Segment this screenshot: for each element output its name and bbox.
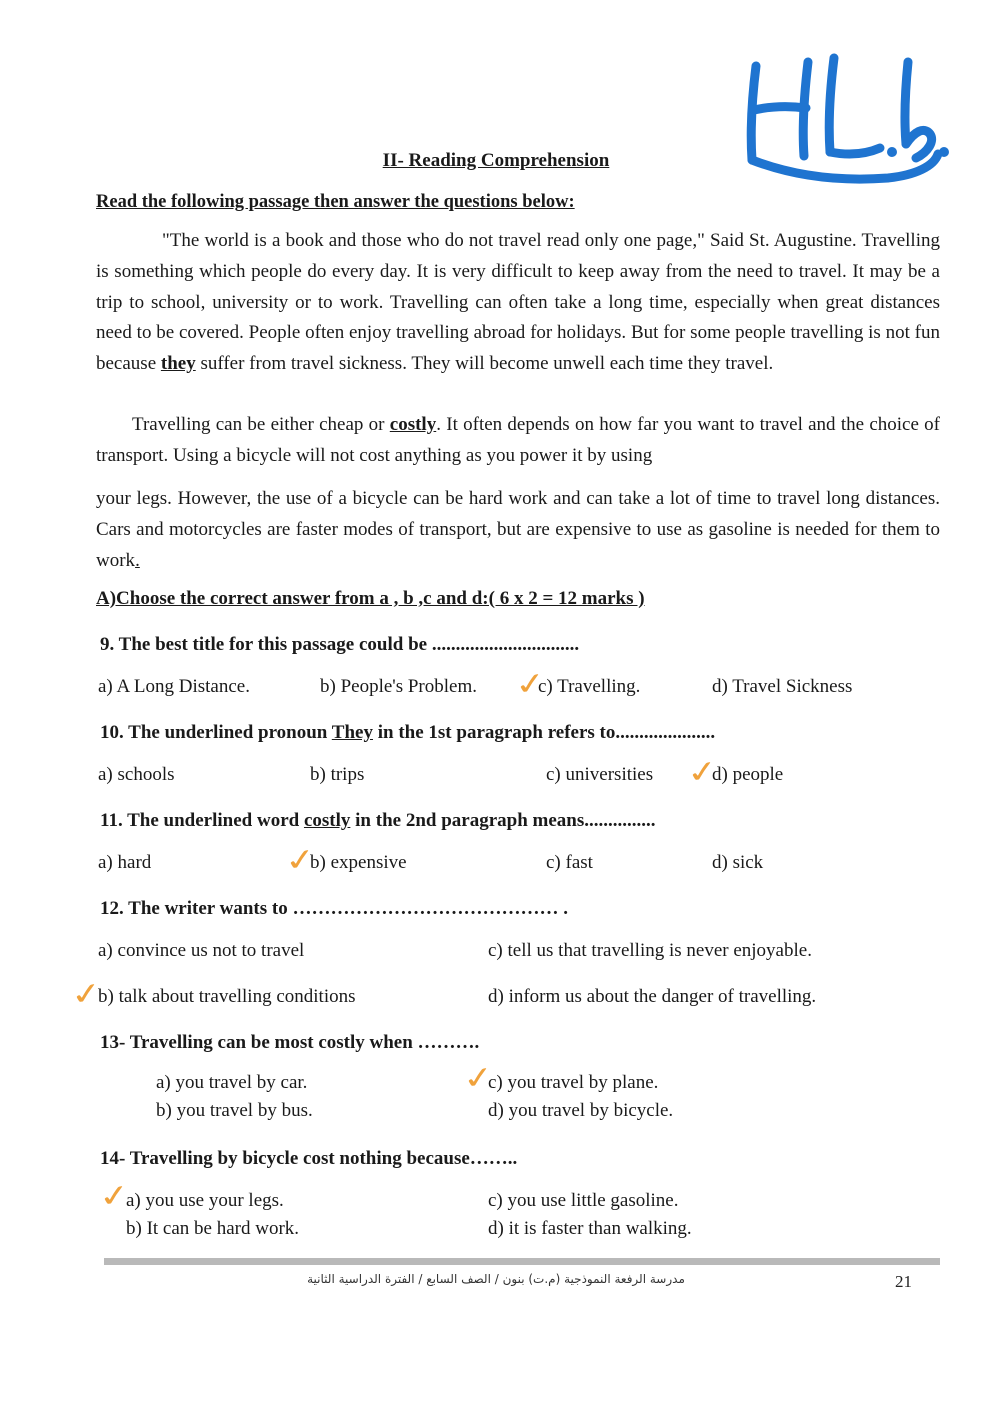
question-13-options-row2	[98, 1100, 968, 1128]
q11-text-a: 11. The underlined word	[100, 810, 304, 831]
q10-underlined-word: They	[331, 722, 373, 743]
passage-paragraph-1	[96, 226, 940, 380]
q12-option-c[interactable]: c) tell us that travelling is never enjoyable.	[488, 940, 812, 961]
question-14-options-row1	[95, 1177, 968, 1218]
question-13-text: 13- Travelling can be most costly when ……….	[100, 1032, 480, 1053]
passage-p2-part-b: . It often depends on how far you want to travel and the choice of transport. Using a bicycle will not cost anything as you power it by using	[96, 414, 940, 466]
q10-checkmark: ✓	[683, 753, 722, 792]
passage-p2-part-a: Travelling can be either cheap or	[132, 414, 390, 435]
passage-paragraph-3	[96, 484, 940, 576]
q11-text-b: in the 2nd paragraph means...............	[350, 810, 656, 831]
q14-option-c[interactable]: c) you use little gasoline.	[488, 1190, 679, 1211]
q13-checkmark: ✓	[459, 1059, 498, 1098]
q14-option-d[interactable]: d) it is faster than walking.	[488, 1218, 692, 1239]
q12-option-d[interactable]: d) inform us about the danger of travelling.	[488, 986, 817, 1007]
passage-p3-text: your legs. However, the use of a bicycle can be hard work and can take a lot of time to travel long distances. Cars and motorcycles are faster modes of transport, but are expensive to use as gasoline is needed for them to work	[96, 488, 940, 571]
passage-p1-part-b: suffer from travel sickness. They will become unwell each time they travel.	[195, 353, 774, 375]
passage-p1-bold-word: they	[160, 353, 196, 375]
reading-instruction: Read the following passage then answer the questions below:	[96, 192, 575, 212]
passage-p3-underline: .	[135, 549, 140, 571]
q11-option-b[interactable]: b) expensive	[310, 852, 407, 873]
section-title: II- Reading Comprehension	[382, 150, 610, 171]
q13-option-a[interactable]: a) you travel by car.	[156, 1072, 308, 1093]
question-10-options	[98, 753, 968, 794]
q11-option-d[interactable]: d) sick	[712, 852, 764, 873]
q13-option-d[interactable]: d) you travel by bicycle.	[488, 1100, 674, 1121]
q14-option-a[interactable]: a) you use your legs.	[126, 1190, 284, 1211]
question-9-options	[98, 665, 968, 706]
question-9-text: 9. The best title for this passage could be ...............................	[100, 634, 580, 655]
footer-arabic-text: مدرسة الرفعة النموذجية (م.ت) بنون / الصف السابع / الفترة الدراسية الثانية	[307, 1272, 685, 1286]
passage-paragraph-2	[96, 410, 940, 472]
question-11-options	[98, 841, 968, 882]
q11-option-c[interactable]: c) fast	[546, 852, 593, 873]
page-number: 21	[895, 1272, 912, 1291]
q13-option-c[interactable]: c) you travel by plane.	[488, 1072, 659, 1093]
q10-text-b: in the 1st paragraph refers to.....................	[372, 722, 716, 743]
q9-option-d[interactable]: d) Travel Sickness	[712, 676, 853, 697]
q9-option-c[interactable]: c) Travelling.	[538, 676, 641, 697]
part-a-heading: A)Choose the correct answer from a , b ,c and d:( 6 x 2 = 12 marks )	[96, 588, 645, 609]
passage-p2-bold-word: costly	[389, 414, 437, 435]
question-11-text	[100, 810, 960, 832]
q12-checkmark: ✓	[67, 975, 106, 1014]
q11-underlined-word: costly	[303, 810, 351, 831]
q10-option-a[interactable]: a) schools	[98, 764, 175, 785]
q9-checkmark: ✓	[511, 665, 550, 704]
q10-option-b[interactable]: b) trips	[310, 764, 365, 785]
q12-option-b[interactable]: b) talk about travelling conditions	[98, 986, 356, 1007]
passage-p1-part-a: "The world is a book and those who do not travel read only one page," Said St. Augustine. Travelling is something which people do every day. It is very difficult to keep away from the need to travel. It may be a trip to school, university or to work. Travelling can often take a long time, especially when great distances need to be covered. People often enjoy travelling abroad for holidays. But for some people travelling is not fun because	[96, 230, 940, 375]
q9-option-b[interactable]: b) People's Problem.	[320, 676, 477, 697]
q9-option-a[interactable]: a) A Long Distance.	[98, 676, 250, 697]
question-12-text: 12. The writer wants to …………………………………… .	[100, 898, 568, 919]
q14-option-b[interactable]: b) It can be hard work.	[126, 1218, 300, 1239]
question-14-options-row2	[98, 1218, 968, 1246]
q12-option-a[interactable]: a) convince us not to travel	[98, 940, 305, 961]
question-10-text	[100, 722, 960, 744]
q13-option-b[interactable]: b) you travel by bus.	[156, 1100, 313, 1121]
footer-divider	[104, 1258, 940, 1265]
q10-option-c[interactable]: c) universities	[546, 764, 654, 785]
question-14-text: 14- Travelling by bicycle cost nothing because……..	[100, 1148, 518, 1169]
question-12-options-row1	[98, 940, 968, 970]
question-13-options-row1	[98, 1059, 968, 1100]
q10-option-d[interactable]: d) people	[712, 764, 784, 785]
question-12-options-row2	[67, 975, 968, 1016]
q11-option-a[interactable]: a) hard	[98, 852, 152, 873]
q10-text-a: 10. The underlined pronoun	[100, 722, 332, 743]
q14-checkmark: ✓	[95, 1177, 134, 1216]
q11-checkmark: ✓	[281, 841, 320, 880]
